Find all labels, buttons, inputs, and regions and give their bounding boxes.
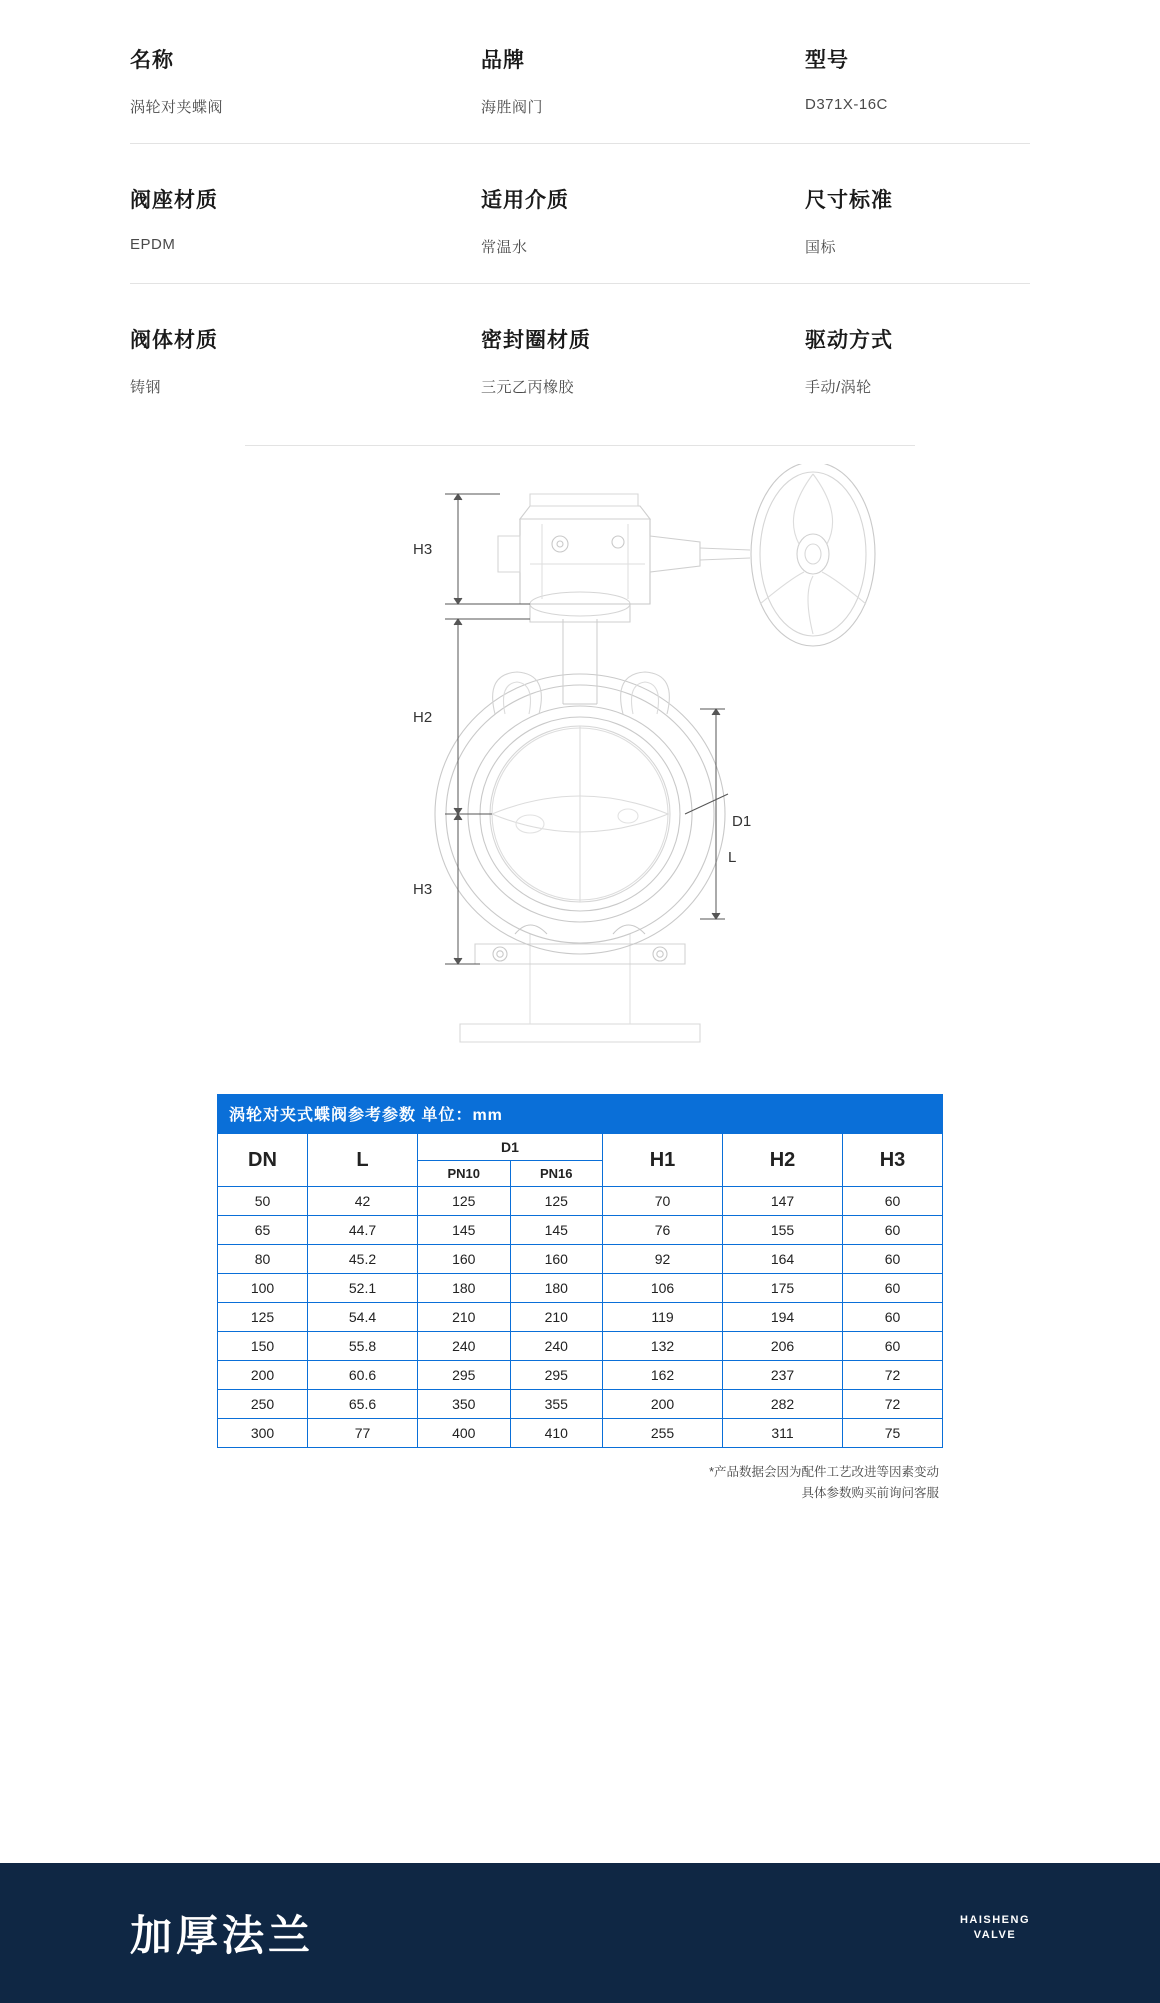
table-cell: 210 xyxy=(418,1303,511,1332)
spec-label: 驱动方式 xyxy=(805,329,893,352)
table-row xyxy=(218,1390,943,1419)
table-head xyxy=(218,1134,943,1187)
table-row xyxy=(218,1332,943,1361)
table-cell: 50 xyxy=(218,1187,308,1216)
spec-label: 型号 xyxy=(805,49,849,72)
spec-cell-model xyxy=(805,44,1030,117)
spec-value: 常温水 xyxy=(481,239,528,256)
table-cell: 145 xyxy=(510,1216,603,1245)
product-technical-drawing xyxy=(0,464,1160,1084)
table-cell: 70 xyxy=(603,1187,723,1216)
dim-h3-bottom: H3 xyxy=(413,881,433,898)
spec-cell-name xyxy=(130,44,481,117)
spec-cell-standard xyxy=(805,184,1030,257)
table-cell: 60 xyxy=(843,1303,943,1332)
table-cell: 180 xyxy=(418,1274,511,1303)
table-cell: 160 xyxy=(510,1245,603,1274)
table-cell: 60 xyxy=(843,1274,943,1303)
brand-name: HAISHENG xyxy=(959,1914,1030,1926)
table-cell: 77 xyxy=(308,1419,418,1448)
spec-row xyxy=(130,30,1030,144)
table-row xyxy=(218,1419,943,1448)
table-cell: 410 xyxy=(510,1419,603,1448)
table-cell: 206 xyxy=(723,1332,843,1361)
table-cell: 311 xyxy=(723,1419,843,1448)
table-cell: 150 xyxy=(218,1332,308,1361)
table-row xyxy=(218,1216,943,1245)
butterfly-valve-drawing-svg xyxy=(230,464,930,1064)
dim-l: L xyxy=(728,849,737,866)
spec-value: 涡轮对夹蝶阀 xyxy=(130,99,224,116)
table-cell: 125 xyxy=(218,1303,308,1332)
footer-title: 加厚法兰 xyxy=(130,1912,315,1959)
spec-cell-seat-material xyxy=(130,184,481,257)
table-cell: 282 xyxy=(723,1390,843,1419)
th-h1: H1 xyxy=(603,1134,723,1187)
table-cell: 60.6 xyxy=(308,1361,418,1390)
table-cell: 164 xyxy=(723,1245,843,1274)
table-row xyxy=(218,1303,943,1332)
table-cell: 106 xyxy=(603,1274,723,1303)
spec-cell-seal-material xyxy=(481,324,805,397)
spec-row xyxy=(130,284,1030,423)
table-cell: 240 xyxy=(418,1332,511,1361)
parameter-table-section xyxy=(217,1094,943,1448)
table-cell: 100 xyxy=(218,1274,308,1303)
th-pn10: PN10 xyxy=(418,1161,511,1187)
table-cell: 295 xyxy=(510,1361,603,1390)
table-cell: 60 xyxy=(843,1187,943,1216)
table-row xyxy=(218,1245,943,1274)
parameter-table xyxy=(217,1133,943,1448)
table-cell: 300 xyxy=(218,1419,308,1448)
table-cell: 125 xyxy=(418,1187,511,1216)
table-cell: 72 xyxy=(843,1361,943,1390)
th-h2: H2 xyxy=(723,1134,843,1187)
table-cell: 155 xyxy=(723,1216,843,1245)
spec-cell-medium xyxy=(481,184,805,257)
th-pn16: PN16 xyxy=(510,1161,603,1187)
spec-label: 名称 xyxy=(130,49,174,72)
spec-cell-brand xyxy=(481,44,805,117)
table-cell: 400 xyxy=(418,1419,511,1448)
table-header-row xyxy=(218,1134,943,1161)
specifications-section xyxy=(0,0,1160,423)
table-cell: 200 xyxy=(218,1361,308,1390)
table-cell: 350 xyxy=(418,1390,511,1419)
table-cell: 210 xyxy=(510,1303,603,1332)
spec-cell-body-material xyxy=(130,324,481,397)
table-cell: 44.7 xyxy=(308,1216,418,1245)
th-h3: H3 xyxy=(843,1134,943,1187)
spec-value: 手动/涡轮 xyxy=(805,379,872,396)
table-body xyxy=(218,1187,943,1448)
table-cell: 132 xyxy=(603,1332,723,1361)
spec-label: 尺寸标准 xyxy=(805,189,893,212)
table-cell: 92 xyxy=(603,1245,723,1274)
table-cell: 60 xyxy=(843,1332,943,1361)
spec-value: 国标 xyxy=(805,239,837,256)
drawing-dimension-labels xyxy=(413,541,751,898)
note-line-1: *产品数据会因为配件工艺改进等因素变动 xyxy=(709,1465,939,1479)
table-cell: 42 xyxy=(308,1187,418,1216)
table-cell: 240 xyxy=(510,1332,603,1361)
table-cell: 255 xyxy=(603,1419,723,1448)
table-cell: 65 xyxy=(218,1216,308,1245)
table-cell: 145 xyxy=(418,1216,511,1245)
table-cell: 76 xyxy=(603,1216,723,1245)
spec-value: 三元乙丙橡胶 xyxy=(481,379,575,396)
table-cell: 180 xyxy=(510,1274,603,1303)
spec-value: 铸钢 xyxy=(130,379,162,396)
footer-banner xyxy=(0,1863,1160,2003)
spec-value: EPDM xyxy=(130,236,176,253)
table-row xyxy=(218,1274,943,1303)
table-cell: 194 xyxy=(723,1303,843,1332)
table-cell: 147 xyxy=(723,1187,843,1216)
table-cell: 80 xyxy=(218,1245,308,1274)
table-cell: 45.2 xyxy=(308,1245,418,1274)
table-cell: 200 xyxy=(603,1390,723,1419)
table-cell: 250 xyxy=(218,1390,308,1419)
spec-cell-drive-type xyxy=(805,324,1030,397)
table-cell: 237 xyxy=(723,1361,843,1390)
table-cell: 160 xyxy=(418,1245,511,1274)
table-cell: 175 xyxy=(723,1274,843,1303)
spec-label: 适用介质 xyxy=(481,189,569,212)
spec-row xyxy=(130,144,1030,284)
table-cell: 355 xyxy=(510,1390,603,1419)
spec-label: 品牌 xyxy=(481,49,525,72)
table-title: 涡轮对夹式蝶阀参考参数 单位：mm xyxy=(217,1094,943,1133)
table-cell: 295 xyxy=(418,1361,511,1390)
note-line-2: 具体参数购买前询问客服 xyxy=(801,1486,939,1501)
table-row xyxy=(218,1187,943,1216)
spec-label: 阀体材质 xyxy=(130,329,218,352)
table-cell: 125 xyxy=(510,1187,603,1216)
dim-h2: H2 xyxy=(413,709,433,726)
th-l: L xyxy=(308,1134,418,1187)
divider xyxy=(245,445,915,446)
th-d1: D1 xyxy=(418,1134,603,1161)
th-dn: DN xyxy=(218,1134,308,1187)
table-cell: 75 xyxy=(843,1419,943,1448)
spec-value: D371X-16C xyxy=(805,96,888,113)
table-cell: 54.4 xyxy=(308,1303,418,1332)
table-cell: 52.1 xyxy=(308,1274,418,1303)
spec-value: 海胜阀门 xyxy=(481,99,544,116)
table-cell: 55.8 xyxy=(308,1332,418,1361)
dim-h3-top: H3 xyxy=(413,541,433,558)
table-cell: 65.6 xyxy=(308,1390,418,1419)
dim-d1: D1 xyxy=(732,813,752,830)
table-cell: 60 xyxy=(843,1216,943,1245)
spec-label: 密封圈材质 xyxy=(481,329,591,352)
brand-logo xyxy=(960,1913,1030,1943)
table-note xyxy=(217,1462,943,1505)
spec-label: 阀座材质 xyxy=(130,189,218,212)
table-cell: 60 xyxy=(843,1245,943,1274)
brand-subtitle: VALVE xyxy=(973,1928,1017,1941)
table-cell: 72 xyxy=(843,1390,943,1419)
table-cell: 119 xyxy=(603,1303,723,1332)
table-row xyxy=(218,1361,943,1390)
table-cell: 162 xyxy=(603,1361,723,1390)
